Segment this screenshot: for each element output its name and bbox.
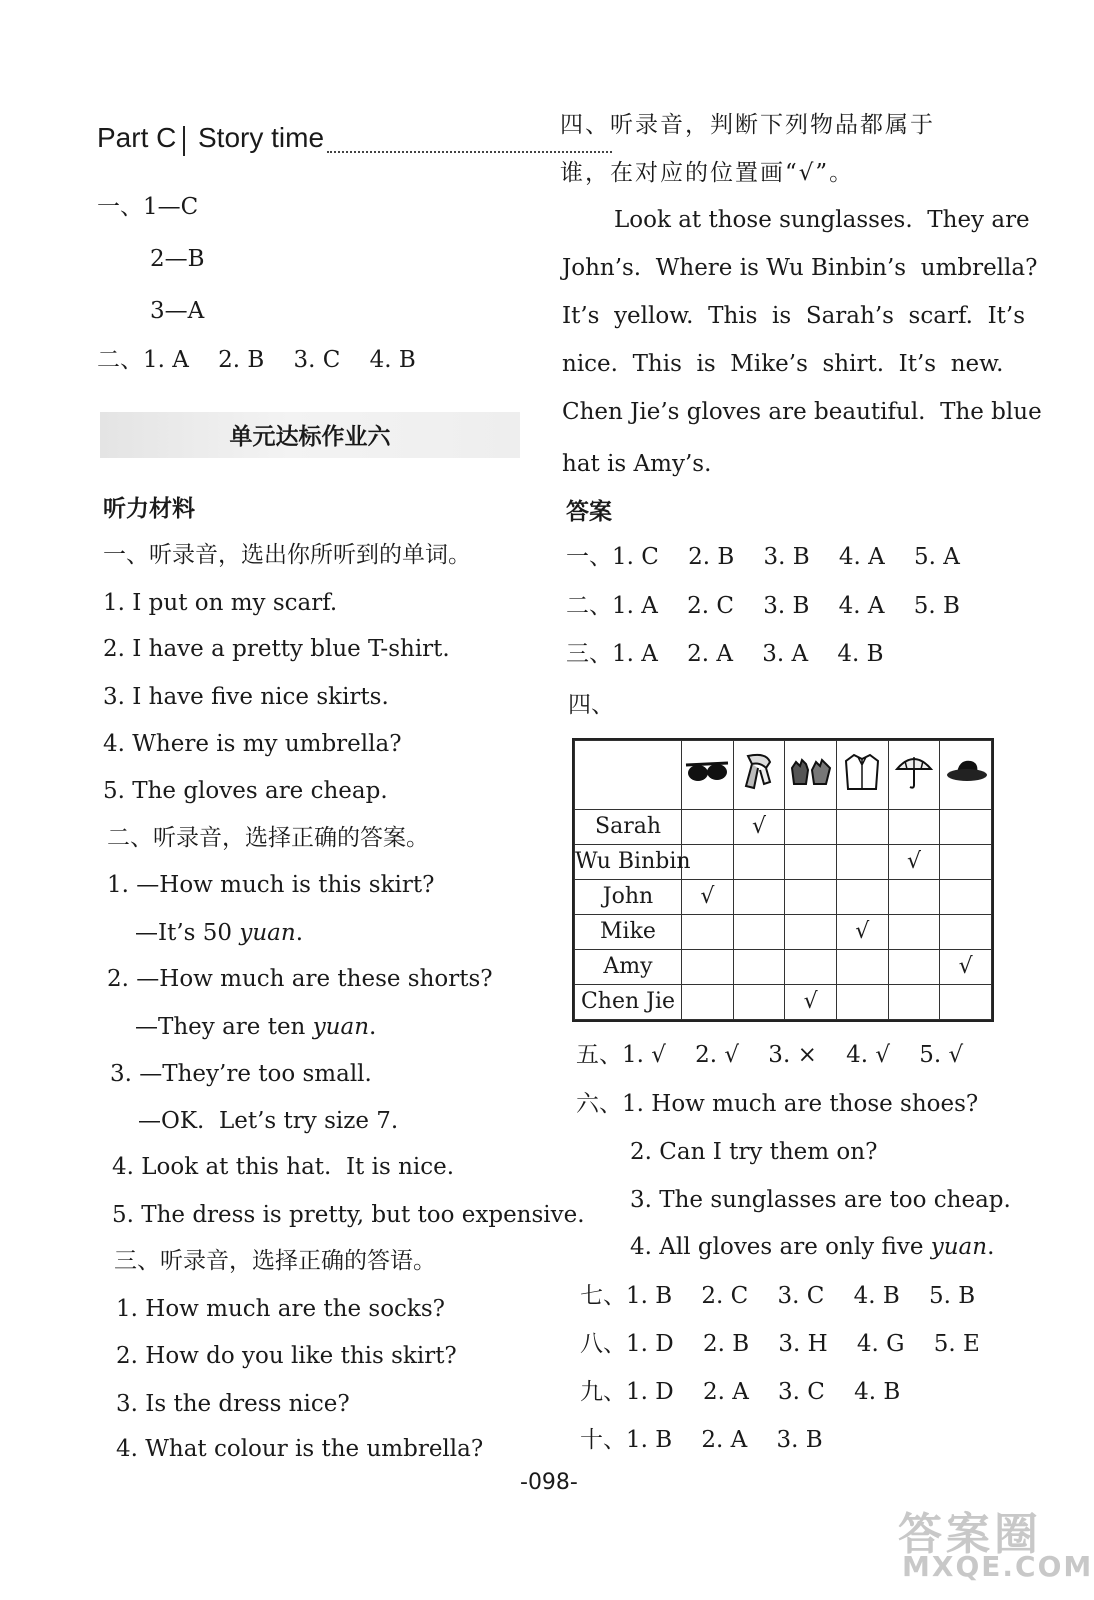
answer-2: 二、1. A 2. C 3. B 4. A 5. B <box>566 593 960 619</box>
q1-item-3: 3. I have five nice skirts. <box>103 684 389 710</box>
q2-item-4: 4. Look at this hat. It is nice. <box>112 1154 455 1180</box>
table-row <box>575 844 992 879</box>
check-cell <box>888 984 940 1019</box>
table-row <box>575 809 992 844</box>
q2-item-5: 5. The dress is pretty, but too expensive. <box>112 1202 585 1228</box>
q1-item-5: 5. The gloves are cheap. <box>103 778 388 804</box>
check-cell <box>733 879 785 914</box>
page-number: -098- <box>520 1470 578 1495</box>
row-name: Wu Binbin <box>575 844 682 879</box>
check-cell <box>940 809 992 844</box>
q2-d1b-text: —It’s 50 <box>135 920 240 946</box>
answer-9: 九、1. D 2. A 3. C 4. B <box>580 1379 901 1405</box>
heading-separator <box>183 126 185 156</box>
answer-6-line-2: 2. Can I try them on? <box>630 1139 878 1165</box>
answer-6-line-4 <box>630 1232 994 1262</box>
a6-l4-text: 4. All gloves are only five <box>630 1234 931 1260</box>
unit-banner <box>100 412 520 458</box>
umbrella-icon <box>888 741 940 810</box>
unit-title: 单元达标作业六 <box>229 424 391 450</box>
q4-instruction-2: 谁，在对应的位置画“√”。 <box>560 160 855 186</box>
part-label: Part C <box>97 122 177 153</box>
row-name: Chen Jie <box>575 984 682 1019</box>
q1-item-2: 2. I have a pretty blue T-shirt. <box>103 636 450 662</box>
answer-10: 十、1. B 2. A 3. B <box>580 1427 823 1453</box>
check-cell <box>733 844 785 879</box>
answer-1: 一、1. C 2. B 3. B 4. A 5. A <box>566 544 960 570</box>
answer-8: 八、1. D 2. B 3. H 4. G 5. E <box>580 1331 980 1357</box>
answer-5: 五、1. √ 2. √ 3. × 4. √ 5. √ <box>576 1042 964 1068</box>
check-cell <box>682 984 734 1019</box>
table-row <box>575 949 992 984</box>
table-row <box>575 984 992 1019</box>
q2-instruction: 二、听录音，选择正确的答案。 <box>107 825 429 851</box>
row-name: Sarah <box>575 809 682 844</box>
scarf-icon <box>733 741 785 810</box>
check-cell: √ <box>733 809 785 844</box>
sunglasses-icon <box>682 741 734 810</box>
hat-icon <box>940 741 992 810</box>
q2-dialogue-2b <box>135 1012 376 1042</box>
q2-dialogue-1a: 1. —How much is this skirt? <box>107 872 435 898</box>
s1-line-2: 2—B <box>150 246 205 272</box>
row-name: Amy <box>575 949 682 984</box>
check-cell <box>940 844 992 879</box>
q1-item-4: 4. Where is my umbrella? <box>103 731 402 757</box>
table-corner <box>575 741 682 810</box>
row-name: Mike <box>575 914 682 949</box>
check-cell <box>888 809 940 844</box>
check-cell <box>836 844 888 879</box>
q3-instruction: 三、听录音，选择正确的答语。 <box>114 1248 436 1274</box>
s2-answers: 二、1. A 2. B 3. C 4. B <box>97 347 416 373</box>
check-cell <box>682 914 734 949</box>
check-cell <box>836 809 888 844</box>
q3-item-1: 1. How much are the socks? <box>116 1296 445 1322</box>
watermark <box>898 1498 1094 1583</box>
q4-text-3: It’s yellow. This is Sarah’s scarf. It’s <box>562 303 1026 329</box>
q4-instruction-1: 四、听录音，判断下列物品都属于 <box>560 112 935 138</box>
check-cell <box>940 914 992 949</box>
watermark-line-1: 答案圈 <box>898 1509 1042 1560</box>
check-cell <box>785 914 837 949</box>
check-cell <box>940 984 992 1019</box>
check-cell: √ <box>682 879 734 914</box>
ownership-table <box>572 738 994 1022</box>
q4-text-1: Look at those sunglasses. They are <box>614 207 1030 233</box>
check-cell: √ <box>785 984 837 1019</box>
check-cell <box>888 914 940 949</box>
q2-dialogue-1b <box>135 918 303 948</box>
check-cell <box>836 949 888 984</box>
table-header-row <box>575 741 992 810</box>
q3-item-2: 2. How do you like this skirt? <box>116 1343 457 1369</box>
s1-line-3: 3—A <box>150 298 205 324</box>
check-cell: √ <box>888 844 940 879</box>
q2-d2b-italic: yuan <box>312 1014 370 1040</box>
q4-text-6: hat is Amy’s. <box>562 451 712 477</box>
s1-line-1: 一、1—C <box>97 194 199 220</box>
check-cell <box>733 914 785 949</box>
gloves-icon <box>785 741 837 810</box>
check-cell: √ <box>940 949 992 984</box>
check-cell <box>785 879 837 914</box>
answer-3: 三、1. A 2. A 3. A 4. B <box>566 641 884 667</box>
check-cell: √ <box>836 914 888 949</box>
answer-6-line-3: 3. The sunglasses are too cheap. <box>630 1187 1011 1213</box>
q2-dialogue-2a: 2. —How much are these shorts? <box>107 966 493 992</box>
q3-item-3: 3. Is the dress nice? <box>116 1391 350 1417</box>
answer-4-label: 四、 <box>568 692 614 718</box>
check-cell <box>888 949 940 984</box>
answer-7: 七、1. B 2. C 3. C 4. B 5. B <box>580 1283 976 1309</box>
q2-d2b-end: . <box>369 1014 377 1040</box>
check-cell <box>836 879 888 914</box>
check-cell <box>682 809 734 844</box>
row-name: John <box>575 879 682 914</box>
answers-heading: 答案 <box>566 499 612 525</box>
q1-item-1: 1. I put on my scarf. <box>103 590 338 616</box>
a6-l4-italic: yuan <box>930 1234 988 1260</box>
a6-l4-end: . <box>987 1234 995 1260</box>
answer-6-line-1: 六、1. How much are those shoes? <box>576 1091 979 1117</box>
check-cell <box>836 984 888 1019</box>
q2-d2b-text: —They are ten <box>135 1014 313 1040</box>
check-cell <box>785 809 837 844</box>
check-cell <box>733 949 785 984</box>
q2-d1b-italic: yuan <box>239 920 296 946</box>
q2-d1b-end: . <box>295 920 303 946</box>
table-body <box>575 809 992 1019</box>
shirt-icon <box>836 741 888 810</box>
q2-dialogue-3a: 3. —They’re too small. <box>110 1061 372 1087</box>
q4-text-2: John’s. Where is Wu Binbin’s umbrella? <box>562 255 1038 281</box>
check-cell <box>888 879 940 914</box>
table-row <box>575 879 992 914</box>
table-row <box>575 914 992 949</box>
q4-text-4: nice. This is Mike’s shirt. It’s new. <box>562 351 1004 377</box>
part-c-heading <box>97 122 517 162</box>
watermark-line-2: MXQE.COM <box>902 1550 1094 1583</box>
q2-dialogue-3b: —OK. Let’s try size 7. <box>138 1108 399 1134</box>
check-cell <box>682 949 734 984</box>
check-cell <box>940 879 992 914</box>
dotted-rule <box>327 151 612 153</box>
check-cell <box>785 844 837 879</box>
q4-text-5: Chen Jie’s gloves are beautiful. The blue <box>562 399 1042 425</box>
q3-item-4: 4. What colour is the umbrella? <box>116 1436 484 1462</box>
part-title: Story time <box>198 122 325 153</box>
check-cell <box>785 949 837 984</box>
check-cell <box>733 984 785 1019</box>
materials-heading: 听力材料 <box>103 496 195 522</box>
q1-instruction: 一、听录音，选出你所听到的单词。 <box>103 542 471 568</box>
